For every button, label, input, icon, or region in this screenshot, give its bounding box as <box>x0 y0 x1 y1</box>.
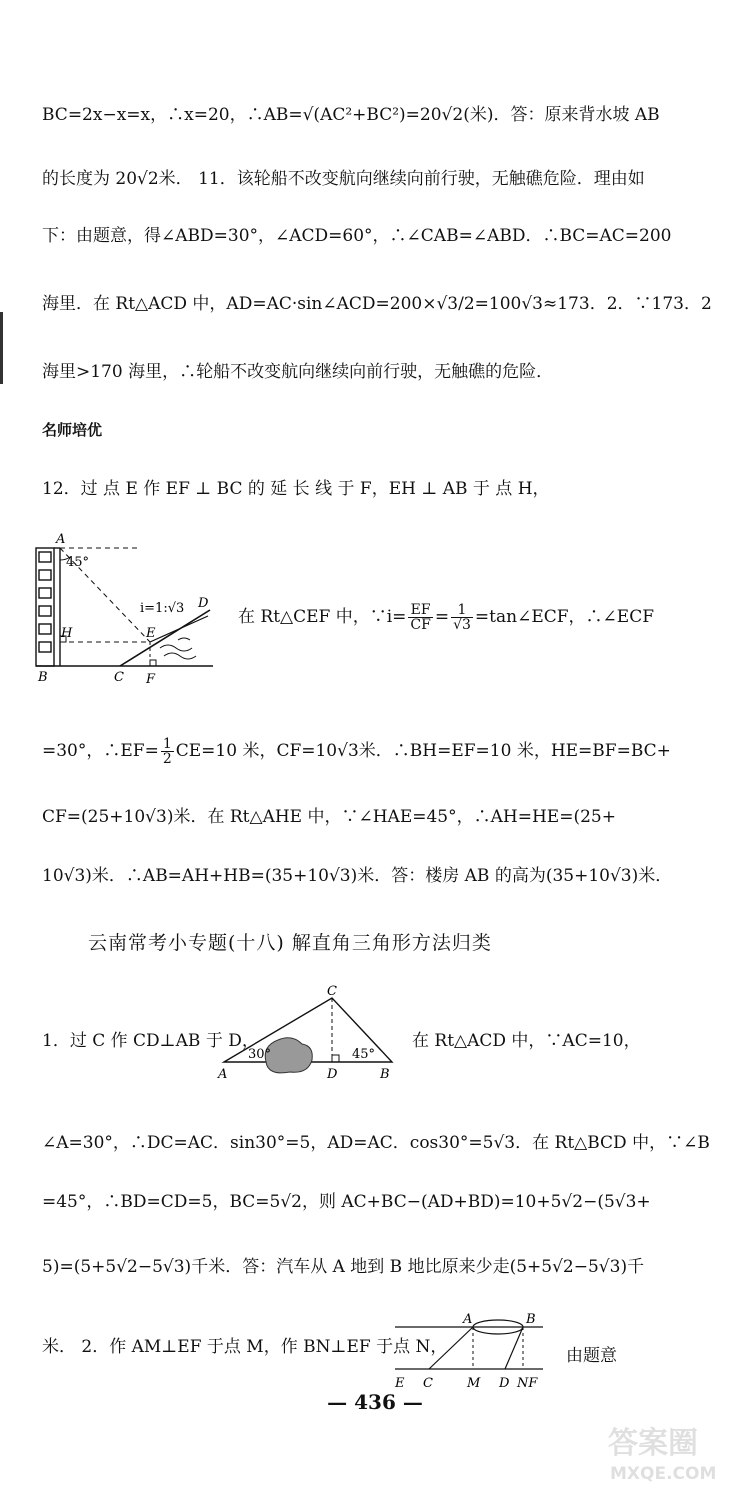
label-b2: B <box>526 1313 536 1327</box>
label-d: D <box>198 596 209 611</box>
label-c1: C <box>327 984 337 999</box>
page-number: — 436 — <box>327 1390 423 1414</box>
label-c2: C <box>423 1376 433 1391</box>
text-line-5: 海里>170 海里，∴轮船不改变航向继续向前行驶，无触礁的危险． <box>42 362 554 382</box>
q2-side-text: 由题意 <box>566 1346 617 1366</box>
label-f: F <box>146 672 156 685</box>
watermark-logo <box>598 1417 738 1487</box>
label-b: B <box>38 670 48 685</box>
label-a2: A <box>463 1313 473 1327</box>
watermark-line-1: 答案圈 <box>608 1426 698 1461</box>
label-angle-45b: 45° <box>352 1047 376 1062</box>
label-e2: E <box>395 1376 405 1391</box>
q12-side-text: 在 Rt△CEF 中，∵i= $\frac{EF}{CF}$ = $\frac{1}{√3}$ =tan∠ECF，∴∠ECF <box>238 602 654 633</box>
watermark-line-2: MXQE.COM <box>610 1464 717 1484</box>
section-heading: 名师培优 <box>42 421 103 439</box>
text-line-3: 下：由题意，得∠ABD=30°，∠ACD=60°，∴∠CAB=∠ABD．∴BC=AC=200 <box>42 226 672 246</box>
text-line-1: BC=2x−x=x，∴x=20，∴AB=√(AC²+BC²)=20√2(米)．答：原来背水坡 AB <box>42 105 660 125</box>
label-b1: B <box>380 1067 390 1082</box>
q12-line2-prefix: =30°，∴EF= <box>42 741 159 761</box>
q2-intro: 米． 2．作 AM⊥EF 于点 M，作 BN⊥EF 于点 N， <box>42 1337 448 1357</box>
fraction-1-root3: $\frac{1}{√3}$ <box>453 602 471 633</box>
q12-line2-suffix: CE=10 米，CF=10√3米．∴BH=EF=10 米，HE=BF=BC+ <box>175 741 671 761</box>
q12-side-prefix: 在 Rt△CEF 中，∵i= <box>238 607 407 627</box>
right-angle-mark-d <box>332 1055 339 1062</box>
q12-intro: 12．过 点 E 作 EF ⊥ BC 的 延 长 线 于 F，EH ⊥ AB 于 点 H， <box>42 479 550 499</box>
label-angle-45: 45° <box>66 555 90 570</box>
label-nf2: NF <box>517 1376 538 1391</box>
label-a1: A <box>218 1067 228 1082</box>
label-m2: M <box>467 1376 481 1391</box>
q2-diagram <box>393 1313 558 1393</box>
text-line-4: 海里．在 Rt△ACD 中，AD=AC·sin∠ACD=200×√3/2=100√3≈173．2．∵173．2 <box>42 294 712 314</box>
q1-diagram <box>214 984 414 1084</box>
text-line-2: 的长度为 20√2米． 11．该轮船不改变航向继续向前行驶，无触礁危险．理由如 <box>42 169 645 189</box>
label-d1: D <box>327 1067 338 1082</box>
q1-side-text: 在 Rt△ACD 中，∵AC=10， <box>412 1031 641 1051</box>
label-a: A <box>56 532 66 547</box>
label-d2: D <box>499 1376 510 1391</box>
q12-line-2 <box>42 731 724 771</box>
lake-blob <box>265 1038 312 1073</box>
q1-line-4: 5)=(5+5√2−5√3)千米．答：汽车从 A 地到 B 地比原来少走(5+5√2−5√3)千 <box>42 1257 645 1277</box>
label-slope: i=1:√3 <box>140 601 185 616</box>
q1-line-2: ∠A=30°，∴DC=AC．sin30°=5，AD=AC．cos30°=5√3．在 Rt△BCD 中，∵∠B <box>42 1133 710 1153</box>
q12-line-4: 10√3)米．∴AB=AH+HB=(35+10√3)米．答：楼房 AB 的高为(35+10√3)米． <box>42 866 673 886</box>
q12-line-3: CF=(25+10√3)米．在 Rt△AHE 中，∵∠HAE=45°，∴AH=HE=(25+ <box>42 807 616 827</box>
fraction-1-2: $\frac{1}{2}$ <box>162 736 172 767</box>
fraction-ef-cf: $\frac{EF}{CF}$ <box>410 602 431 633</box>
label-c: C <box>114 670 124 685</box>
water-squiggle <box>160 638 196 659</box>
q1-line-3: =45°，∴BD=CD=5，BC=5√2，则 AC+BC−(AD+BD)=10+5√2−(5√3+ <box>42 1192 651 1212</box>
section-title: 云南常考小专题(十八) 解直角三角形方法归类 <box>88 932 492 954</box>
right-angle-mark-f <box>150 660 156 666</box>
slope-line <box>120 610 210 666</box>
slope-line-2 <box>150 616 208 642</box>
label-e: E <box>146 626 156 641</box>
segment-ca <box>429 1327 473 1369</box>
label-angle-30: 30° <box>248 1047 272 1062</box>
q1-intro: 1．过 C 作 CD⊥AB 于 D， <box>42 1031 259 1051</box>
margin-mark <box>0 312 3 384</box>
q12-side-suffix: =tan∠ECF，∴∠ECF <box>474 607 654 627</box>
building <box>36 548 60 666</box>
q12-diagram <box>28 530 233 685</box>
label-h: H <box>61 626 73 641</box>
